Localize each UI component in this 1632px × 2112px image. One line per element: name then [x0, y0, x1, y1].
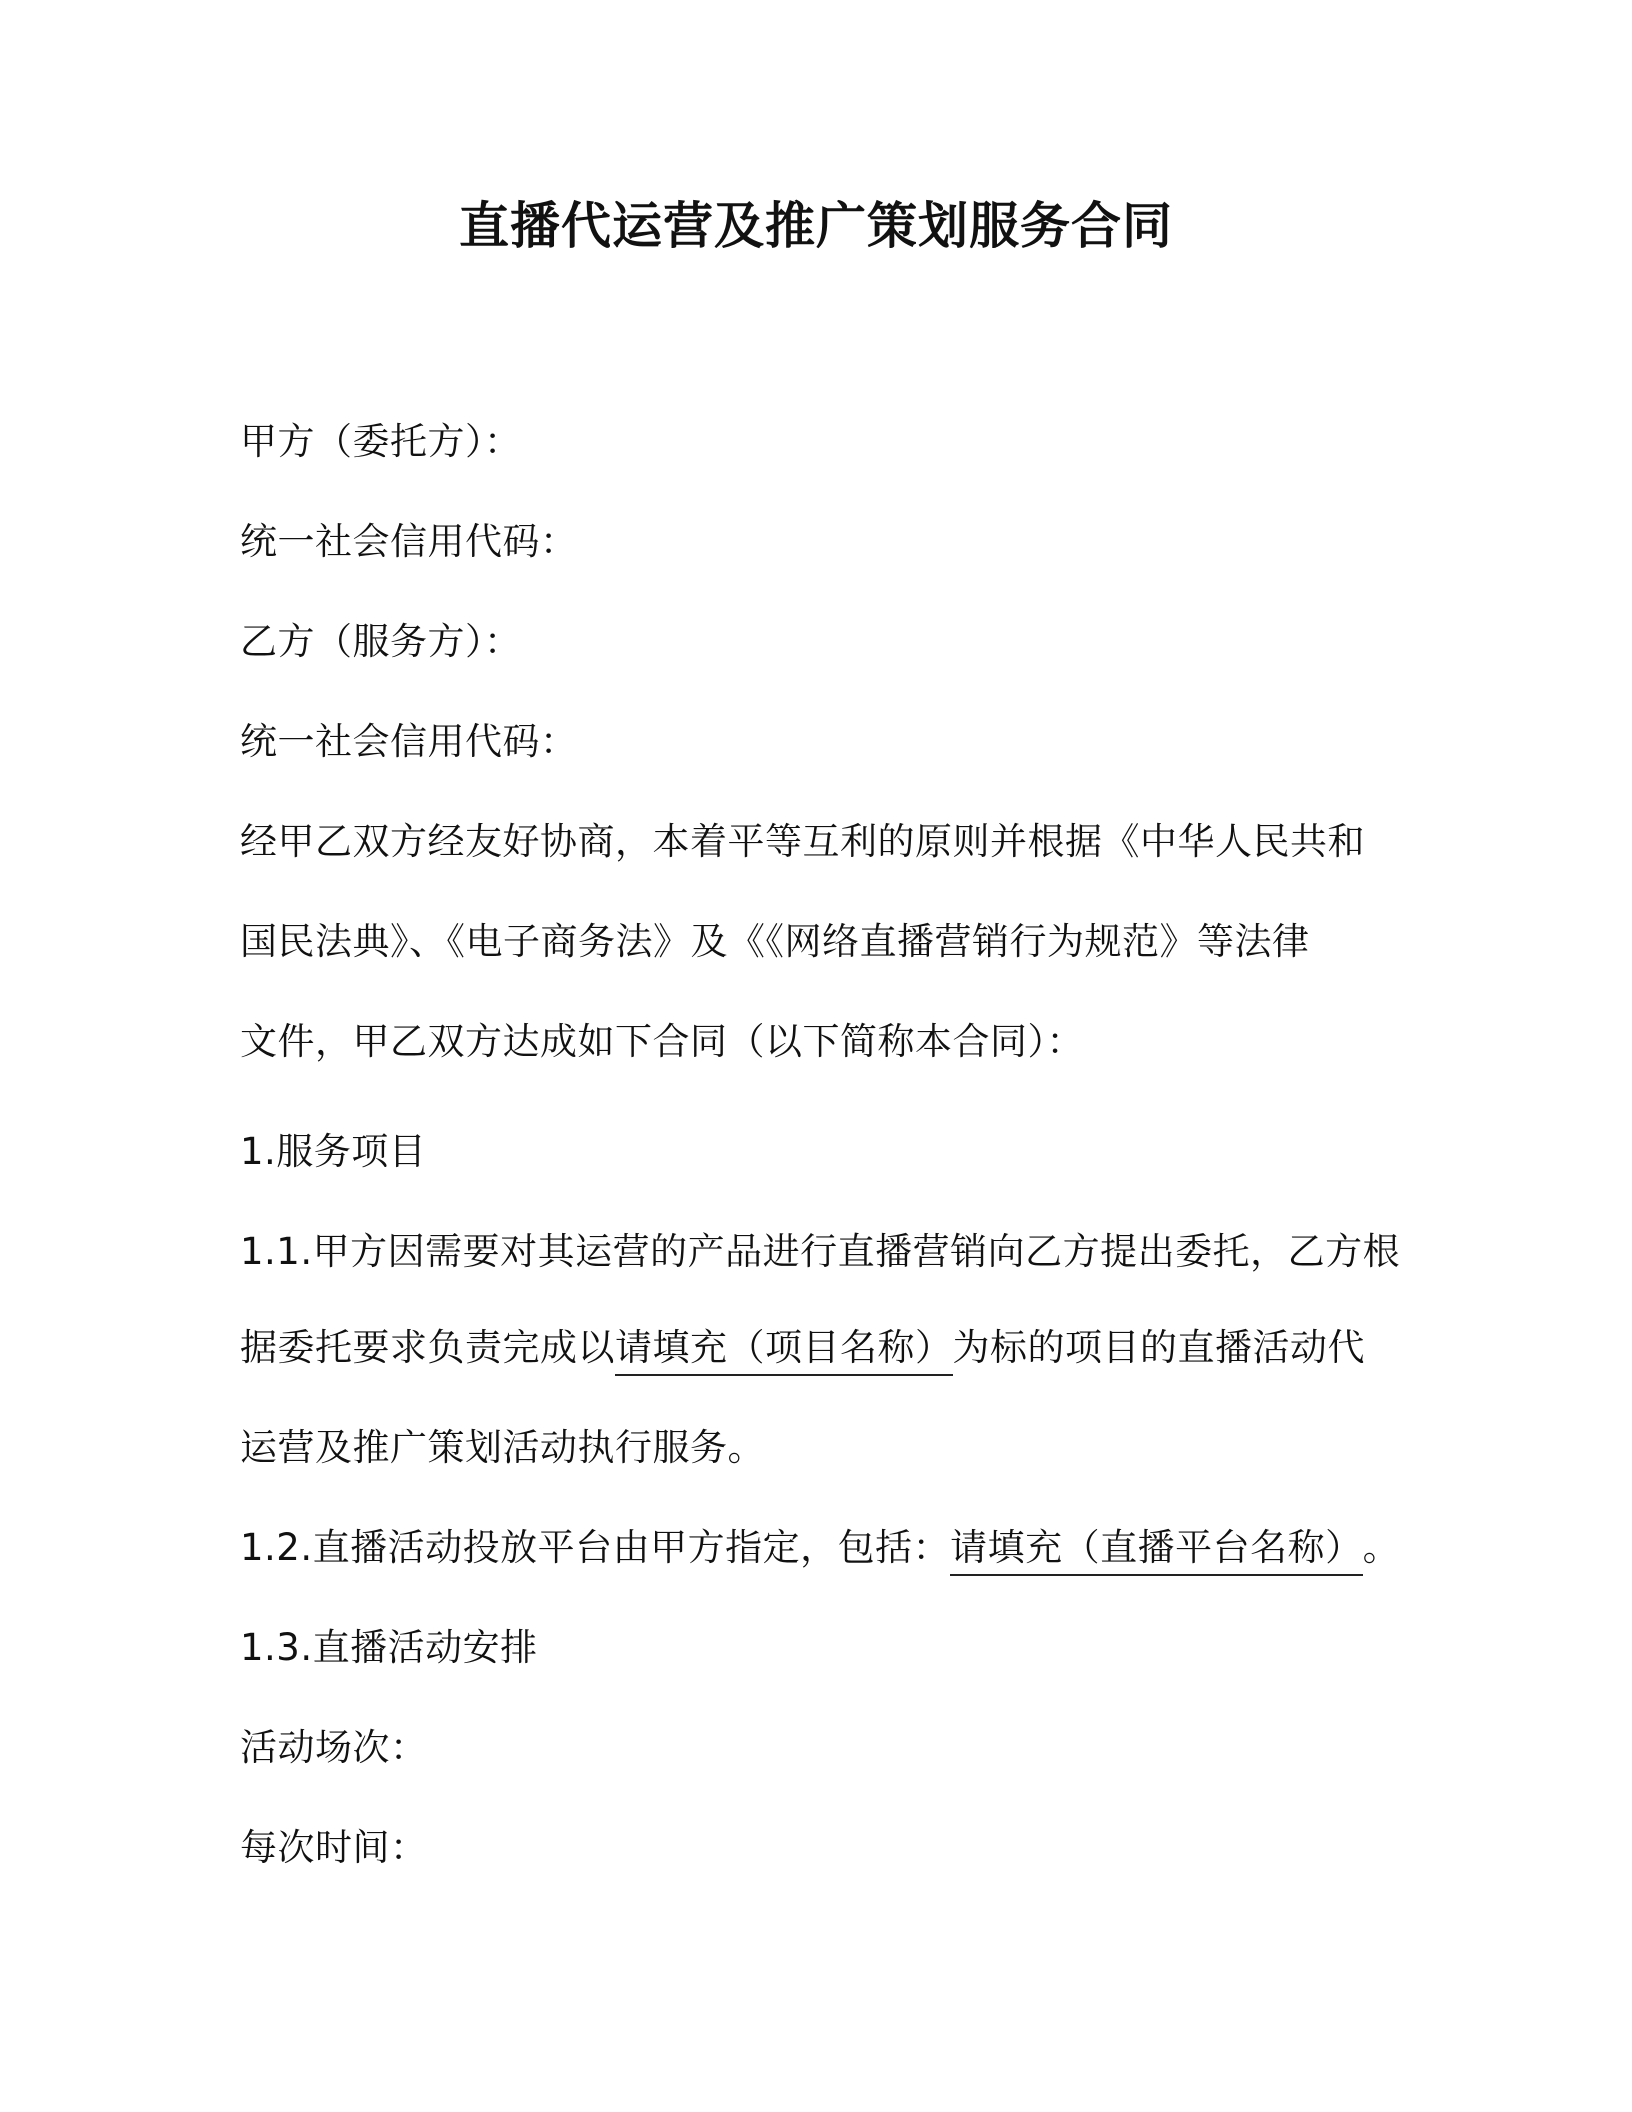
preamble-line-3: 文件，甲乙双方达成如下合同（以下简称本合同）： [240, 1020, 1084, 1063]
clause-1-1-text-after: 为标的项目的直播活动代 [952, 1326, 1365, 1369]
clause-1-1-text-before: 据委托要求负责完成以 [240, 1326, 615, 1369]
time-each-label: 每次时间： [240, 1826, 428, 1869]
document-title: 直播代运营及推广策划服务合同 [459, 197, 1173, 255]
preamble-line-1: 经甲乙双方经友好协商，本着平等互利的原则并根据《中华人民共和 [240, 820, 1365, 863]
platform-name-fill-field[interactable]: 请填充（直播平台名称） [950, 1524, 1363, 1576]
clause-1-2 [240, 1520, 1400, 1576]
clause-1-2-text-before: 1.2.直播活动投放平台由甲方指定，包括： [240, 1526, 951, 1569]
section-1-heading: 1.服务项目 [240, 1130, 427, 1173]
clause-1-1-line-3: 运营及推广策划活动执行服务。 [240, 1426, 765, 1469]
party-b-credit-code-label: 统一社会信用代码： [240, 720, 578, 763]
clause-1-3: 1.3.直播活动安排 [240, 1626, 538, 1669]
party-a-label: 甲方（委托方）： [240, 420, 522, 463]
clause-1-1-line-2 [240, 1320, 1365, 1376]
clause-1-1-line-1: 1.1.甲方因需要对其运营的产品进行直播营销向乙方提出委托，乙方根 [240, 1230, 1401, 1273]
preamble-line-2: 国民法典》、《电子商务法》及《《网络直播营销行为规范》等法律 [240, 920, 1310, 963]
project-name-fill-field[interactable]: 请填充（项目名称） [615, 1324, 953, 1376]
activity-sessions-label: 活动场次： [240, 1726, 428, 1769]
clause-1-2-text-after: 。 [1362, 1526, 1401, 1569]
party-a-credit-code-label: 统一社会信用代码： [240, 520, 578, 563]
party-b-label: 乙方（服务方）： [240, 620, 522, 663]
